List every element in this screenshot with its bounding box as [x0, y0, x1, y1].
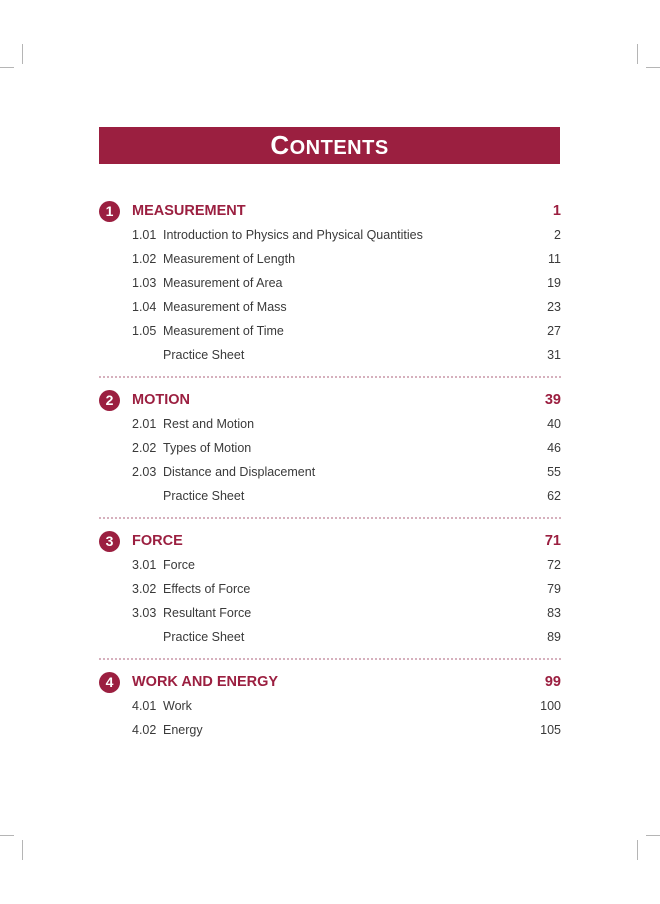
- crop-mark-bottom-right: [637, 840, 638, 860]
- section-page-number: 100: [540, 699, 561, 713]
- section-page-number: 23: [547, 300, 561, 314]
- section-title: Effects of Force: [163, 582, 251, 596]
- section-page-number: 27: [547, 324, 561, 338]
- toc-entry[interactable]: [99, 553, 561, 577]
- section-title: Introduction to Physics and Physical Quantities: [163, 228, 423, 242]
- section-page-number: 19: [547, 276, 561, 290]
- section-number: 3.03: [132, 606, 157, 620]
- section-number: 2.02: [132, 441, 157, 455]
- chapter-number-badge: 3: [99, 531, 120, 552]
- section-number: 1.01: [132, 228, 157, 242]
- section-title: Distance and Displacement: [163, 465, 316, 479]
- section-title: Rest and Motion: [163, 417, 255, 431]
- toc-entry[interactable]: [99, 343, 561, 367]
- toc-entry[interactable]: [99, 223, 561, 247]
- section-number: 4.02: [132, 723, 157, 737]
- toc-entry[interactable]: [99, 271, 561, 295]
- crop-mark-bottom-left: [22, 840, 23, 860]
- chapter-divider: [99, 517, 561, 519]
- chapter-number-badge: 4: [99, 672, 120, 693]
- section-number: 1.04: [132, 300, 157, 314]
- chapter-heading[interactable]: [99, 529, 561, 553]
- chapter-number-badge: 1: [99, 201, 120, 222]
- contents-banner: [99, 127, 560, 164]
- section-title: Force: [163, 558, 195, 572]
- section-number: 1.03: [132, 276, 157, 290]
- toc-entry[interactable]: [99, 625, 561, 649]
- section-page-number: 72: [547, 558, 561, 572]
- toc-entry[interactable]: [99, 694, 561, 718]
- chapter-number-badge: 2: [99, 390, 120, 411]
- page-title: CONTENTS: [270, 130, 389, 160]
- chapter-page-number: 99: [544, 674, 561, 690]
- chapter-page-number: 71: [544, 533, 561, 549]
- section-number: 1.05: [132, 324, 157, 338]
- chapter-title: WORK AND ENERGY: [132, 674, 279, 690]
- toc-entry[interactable]: [99, 295, 561, 319]
- toc-entry[interactable]: [99, 319, 561, 343]
- section-number: 3.01: [132, 558, 157, 572]
- section-title: Energy: [163, 723, 203, 737]
- chapter-divider: [99, 376, 561, 378]
- chapter-title: FORCE: [132, 533, 183, 549]
- crop-mark-bottom-right-h: [646, 835, 660, 836]
- chapter-heading[interactable]: [99, 199, 561, 223]
- chapter-page-number: 1: [552, 203, 561, 219]
- section-page-number: 62: [547, 489, 561, 503]
- toc-entry[interactable]: [99, 601, 561, 625]
- section-page-number: 79: [547, 582, 561, 596]
- crop-mark-top-left-h: [0, 67, 14, 68]
- toc-entry[interactable]: [99, 577, 561, 601]
- section-title: Types of Motion: [163, 441, 252, 455]
- section-number: 1.02: [132, 252, 157, 266]
- section-page-number: 11: [548, 252, 561, 266]
- section-title: Measurement of Time: [163, 324, 284, 338]
- section-page-number: 89: [547, 630, 561, 644]
- section-number: 3.02: [132, 582, 157, 596]
- toc-entry[interactable]: [99, 436, 561, 460]
- section-number: 4.01: [132, 699, 157, 713]
- chapter-divider: [99, 658, 561, 660]
- section-title: Measurement of Area: [163, 276, 283, 290]
- table-of-contents: [99, 199, 561, 742]
- chapter-page-number: 39: [544, 392, 561, 408]
- chapter-heading[interactable]: [99, 670, 561, 694]
- section-page-number: 40: [547, 417, 561, 431]
- chapter-title: MEASUREMENT: [132, 203, 246, 219]
- chapter-title: MOTION: [132, 392, 190, 408]
- section-title: Practice Sheet: [163, 489, 245, 503]
- toc-entry[interactable]: [99, 718, 561, 742]
- chapter-heading[interactable]: [99, 388, 561, 412]
- section-title: Work: [163, 699, 192, 713]
- toc-entry[interactable]: [99, 460, 561, 484]
- section-page-number: 2: [554, 228, 561, 242]
- section-title: Measurement of Mass: [163, 300, 287, 314]
- section-title: Resultant Force: [163, 606, 252, 620]
- crop-mark-top-left: [22, 44, 23, 64]
- section-title: Practice Sheet: [163, 630, 245, 644]
- crop-mark-top-right-h: [646, 67, 660, 68]
- section-page-number: 55: [547, 465, 561, 479]
- section-page-number: 31: [547, 348, 561, 362]
- toc-entry[interactable]: [99, 484, 561, 508]
- section-number: 2.03: [132, 465, 157, 479]
- toc-entry[interactable]: [99, 247, 561, 271]
- crop-mark-bottom-left-h: [0, 835, 14, 836]
- toc-entry[interactable]: [99, 412, 561, 436]
- section-number: 2.01: [132, 417, 157, 431]
- crop-mark-top-right: [637, 44, 638, 64]
- section-page-number: 105: [540, 723, 561, 737]
- section-title: Measurement of Length: [163, 252, 296, 266]
- section-title: Practice Sheet: [163, 348, 245, 362]
- section-page-number: 46: [547, 441, 561, 455]
- section-page-number: 83: [547, 606, 561, 620]
